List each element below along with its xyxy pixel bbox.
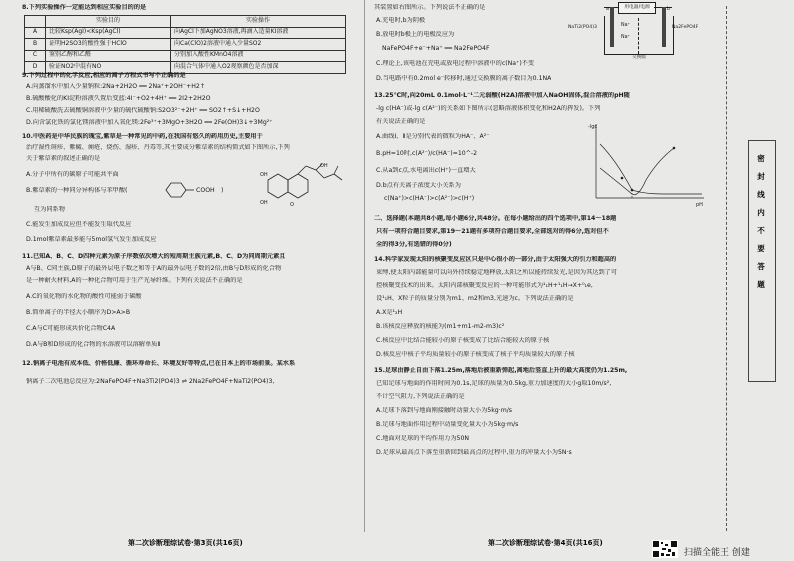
curve-i <box>600 148 674 195</box>
scanner-watermark-text: 扫描全能王 创建 <box>684 548 750 558</box>
table-row <box>25 50 346 62</box>
qr-code-icon <box>652 540 678 558</box>
electrode-b-label: b <box>667 7 671 12</box>
q10-option-a: A.分子中所有的碳原子可能共平面 <box>26 171 119 178</box>
q13-option-a: A.曲线Ⅰ、Ⅱ是分别代表的微粒为HA⁻、A²⁻ <box>376 133 490 140</box>
q15-line-2: 已知足球与地面的作用时间为0.1s,足球的质量为0.5kg,重力加速度的大小g取10m/s², <box>376 380 612 387</box>
q13-line-2: -lg c(HA⁻)或-lg c(A²⁻)的关系如下图所示(忽略溶液体积变化和H2A的挥发)。下列 <box>376 105 601 112</box>
q8-stem: 8.下列实验操作一定能达到相应实验目的的是 <box>22 4 147 11</box>
chart-x-label: pH <box>696 202 703 208</box>
seal-notice-text <box>752 150 770 294</box>
q15-line-1: 15.足球由静止自由下落1.25m,落地后被重新弹起,离地后竖直上升的最大高度仍为1.25m, <box>374 367 628 374</box>
table-cell: A <box>25 27 46 39</box>
table-cell: 比较Ksp(AgI)<Ksp(AgCl) <box>46 27 171 39</box>
svg-text:OH: OH <box>260 172 268 178</box>
seal-char: 不 <box>757 226 765 235</box>
table-header-cell: 实验操作 <box>171 16 346 28</box>
shikonin-structure <box>254 162 350 216</box>
q12-option-d: D.当电路中有0.2mol e⁻转移时,通过交换膜的离子数目为0.1NA <box>376 75 552 82</box>
q10-option-d: D.1mol紫草素最多能与5mol氢气发生加成反应 <box>26 236 157 243</box>
q10-line-2: 治疗湿性斑疹、紫癜、痈疮、烧伤、湿疹、丹毒等,其主要成分紫草素的结构简式如下图所示,下列 <box>26 144 290 151</box>
q14-line-3: 控核聚变技术的出来。太阳内部核聚变反应的一种可能形式为¹₁H+¹₁H→X+⁰₁e, <box>376 282 593 289</box>
table-cell: 向AgCl下加AgNO3溶液,再滴入适量KI溶液 <box>171 27 346 39</box>
q13-option-d-ineq: c(Na⁺)>c(HA⁻)>c(A²⁻)>c(H⁺) <box>384 195 475 202</box>
seal-char: 线 <box>757 190 765 199</box>
q14-line-1: 14.科学家发现太阳的核聚变反应区只是中心很小的一部分,由于太阳强大的引力和超高的 <box>374 256 617 263</box>
q14-line-2: 束缚,使太阳内部能量可以向外持续稳定地释放,太阳之所以能持续发光,是因为其达到了可 <box>376 269 618 276</box>
table-cell: 分别加入酸性KMnO4溶液 <box>171 50 346 62</box>
svg-text:OH: OH <box>320 163 328 169</box>
q14-option-c: C.核反应中比结合能较小的原子核变成了比结合能较大的原子核 <box>376 337 550 344</box>
right-page <box>372 0 714 520</box>
q10-option-c: C.能发生加成反应但不能发生取代反应 <box>26 221 132 228</box>
q9-stem: 9.下列过程中的化学反应,相应的离子方程式书写不正确的是 <box>22 72 186 79</box>
q13-option-b: B.pH=10时,c(A²⁻)/c(HA⁻)=10^-2 <box>376 150 478 157</box>
q14-line-4: 设¹₁H、X粒子的质量分别为m1、m2和m3,光速为c。下列说法正确的是 <box>376 295 574 302</box>
electrode-b <box>662 7 666 47</box>
battery-diagram <box>568 2 708 60</box>
section-2-line-2: 只有一项符合题目要求,第19～21题有多项符合题目要求,全部选对的得6分,选对但不 <box>376 228 609 235</box>
q13-option-d: D.b点有关离子浓度大小关系为 <box>376 182 461 189</box>
power-box: 用电器/电源 <box>618 2 656 14</box>
table-row <box>25 39 346 51</box>
q14-option-d: D.核反应中核子平均质量较小的原子核变成了核子平均质量较大的原子核 <box>376 351 575 358</box>
q12-option-b-eq: NaFePO4F+e⁻+Na⁺ ══ Na2FePO4F <box>382 45 490 52</box>
q12-cont-line-1: 其装置如右图所示。下列说法不正确的是 <box>374 4 486 11</box>
table-cell: C <box>25 50 46 62</box>
seal-char: 密 <box>757 154 765 163</box>
seal-char: 内 <box>757 208 765 217</box>
q12-option-c: C.理论上,该电池在充电或放电过程中溶液中的c(Na⁺)不变 <box>376 60 535 67</box>
q14-option-a: A.X是¹₂H <box>376 309 403 316</box>
q11-option-c: C.A与C可能形成共价化合物C4A <box>26 325 116 332</box>
q11-option-a: A.C的氧化物的水化物的酸性可能弱于碳酸 <box>26 293 142 300</box>
q11-line-2: A与B、C同主族,D原子的最外层电子数之和等于A的最外层电子数的2倍,由B与D形成的化合物 <box>26 265 282 272</box>
q11-option-d: D.A与B和D形成的化合物的水溶液可以溶解单质Ⅱ <box>26 341 161 348</box>
membrane-label: 交换膜 <box>632 55 646 60</box>
electrode-a <box>610 7 614 47</box>
table-header-row <box>25 16 346 28</box>
left-page <box>14 0 358 520</box>
right-electrode-label: Na2FePO4F <box>672 25 699 30</box>
seal-char: 题 <box>757 280 765 289</box>
q13-line-3: 有关说法正确的是 <box>376 118 426 125</box>
q9-option-b: B.硫酸酸化的KI淀粉溶液久置后变蓝:4I⁻+O2+4H⁺ ══ 2I2+2H2O <box>26 95 211 102</box>
table-cell: 向Ca(ClO)2溶液中通入少量SO2 <box>171 39 346 51</box>
seal-char: 封 <box>757 172 765 181</box>
q13-line-1: 13.25℃时,向20mL 0.1mol·L⁻¹二元弱酸(H2A)溶液中加入NaOH固体,混合溶液的pH随 <box>374 92 630 99</box>
q13-option-c: C.从a到c点,水电离出c(H⁺)一直增大 <box>376 167 476 174</box>
q13-curve-chart <box>586 120 708 208</box>
q15-option-d: D.足球从最高点下落至重新回到最高点的过程中,重力的冲量大小为5N·s <box>376 449 572 456</box>
q10-option-b: B.紫草素的一种同分异构体与苯甲酸( <box>26 187 128 194</box>
q11-option-b: B.简单离子的半径大小顺序为D>A>B <box>26 309 131 316</box>
ion-label-1: Na⁺ <box>621 23 631 28</box>
q15-option-c: C.地面对足球的平均作用力为50N <box>376 435 470 442</box>
q9-option-c: C.用稀硫酸洗去硫酸铜溶液中少量的硫代硫酸钠:S2O3²⁻+2H⁺ ══ SO2↑+S↓+H2O <box>26 107 260 114</box>
q14-option-b: B.该核反应释放的核能为(m1+m1-m2-m3)c² <box>376 323 505 330</box>
table-cell: B <box>25 39 46 51</box>
q10-option-b-cont: 互为同系物 <box>34 206 65 213</box>
q12-line-2: 钠离子二次电池总反应为:2NaFePO4F+Na3Ti2(PO4)3 ⇌ 2Na2FePO4F+NaTi2(PO4)3, <box>26 378 275 385</box>
q12-option-a: A.充电时,b为阴极 <box>376 17 426 24</box>
benzoic-acid-cooh-label: COOH <box>196 187 215 194</box>
q9-option-d: D.向含氯化铁的氯化镁溶液中加入氧化镁:2Fe³⁺+3MgO+3H2O ══ 2Fe(OH)3↓+3Mg²⁺ <box>26 119 273 126</box>
table-row <box>25 27 346 39</box>
q15-line-3: 不计空气阻力,下列说法正确的是 <box>376 393 465 400</box>
section-2-line-3: 全的得3分,有选错的得0分) <box>376 241 452 248</box>
q15-option-a: A.足球下落到与地面刚接触时动量大小为5kg·m/s <box>376 407 513 414</box>
exchange-membrane <box>638 18 639 54</box>
seal-char: 答 <box>757 262 765 271</box>
q8-table <box>24 15 346 74</box>
table-header-cell: 实验目的 <box>46 16 171 28</box>
q15-option-b: B.足球与地面作用过程中动量变化量大小为5kg·m/s <box>376 421 519 428</box>
ion-label-2: Na⁺ <box>621 35 631 40</box>
q11-line-1: 11.已知A、B、C、D四种元素为原子序数依次增大的短周期主族元素,B、C、D为同周期元素且 <box>22 253 286 260</box>
benzoic-acid-close-paren: ) <box>221 187 224 194</box>
point-a <box>621 177 624 180</box>
table-cell: D <box>25 62 46 74</box>
section-2-line-1: 二、选择题(本题共8小题,每小题6分,共48分。在每小题给出的四个选项中,第14～18题 <box>374 215 617 222</box>
left-electrode-label: NaTi2(PO4)3 <box>568 25 597 30</box>
seal-dashed-line <box>726 6 727 531</box>
curve-ii <box>600 144 702 194</box>
point-c <box>673 147 676 150</box>
seal-char: 要 <box>757 244 765 253</box>
q11-line-3: 是一种耐火材料,A的一种化合物可用于生产光导纤维。下列有关说法不正确的是 <box>26 277 243 284</box>
table-cell: 向混合气体中通入O2观察颜色是否加深 <box>171 62 346 74</box>
table-header-cell <box>25 16 46 28</box>
left-page-footer: 第二次诊断理综试卷·第3页(共16页) <box>128 539 243 547</box>
q9-option-a: A.向蒸馏水中加入少量钠粒:2Na+2H2O ══ 2Na⁺+2OH⁻+H2↑ <box>26 83 206 90</box>
table-cell: 验证NO2中混有NO <box>46 62 171 74</box>
page-divider <box>364 0 365 532</box>
svg-text:O: O <box>290 202 294 208</box>
point-b <box>631 189 634 192</box>
q12-option-b: B.放电时b极上的电极反应为 <box>376 31 455 38</box>
q12-line-1: 12.钠离子电池有成本低、价格低廉、循环寿命长、环境友好等特点,已在日本上的市场前景。某水系 <box>22 360 296 367</box>
chart-y-label: -lgc <box>588 124 598 130</box>
electrode-a-label: a <box>606 7 609 12</box>
q10-line-3: 关于紫草素的叙述正确的是 <box>26 155 101 162</box>
table-cell: 证明H2SO3的酸性强于HClO <box>46 39 171 51</box>
right-page-footer: 第二次诊断理综试卷·第4页(共16页) <box>488 539 603 547</box>
table-cell: 鉴别乙醇和乙醛 <box>46 50 171 62</box>
svg-text:OH: OH <box>260 200 268 206</box>
q10-line-1: 10.中医药是中华民族的瑰宝,紫草是一种常见的中药,在我国有悠久的药用历史,主要用于 <box>22 133 263 140</box>
